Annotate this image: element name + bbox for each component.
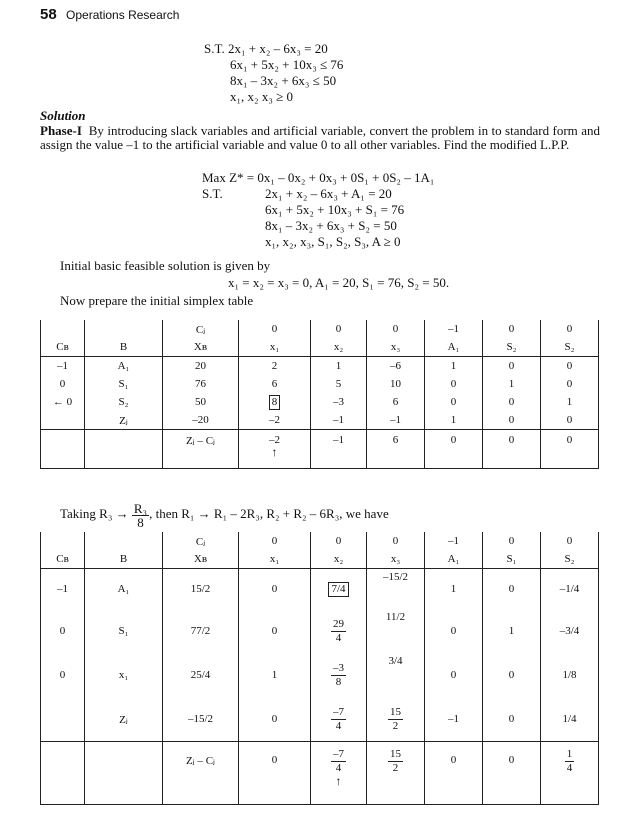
cell: [311, 742, 367, 805]
book-title: Operations Research: [66, 8, 180, 22]
cell: –1/4: [541, 569, 599, 610]
pivot-element: 7/4: [328, 582, 348, 597]
modified-st-label: S.T.: [202, 186, 223, 201]
cell: Cⱼ: [163, 532, 239, 550]
cell: 25/4: [163, 653, 239, 697]
cell: Xʙ: [163, 338, 239, 357]
cell: 0: [239, 532, 311, 550]
cell: 0: [483, 532, 541, 550]
cell: S₂: [541, 550, 599, 569]
cell: 1: [239, 653, 311, 697]
cell: Cʙ: [41, 338, 85, 357]
cell: [41, 411, 85, 430]
problem-constraint-1: S.T. 2x₁ + x₂ – 6x₃ = 20: [204, 41, 328, 56]
page-number: 58: [40, 6, 57, 23]
cell: –1: [311, 430, 367, 469]
cell: x₁: [85, 653, 163, 697]
cell: –3/4: [541, 609, 599, 653]
cell: B: [85, 550, 163, 569]
cell: x₂: [311, 338, 367, 357]
prepare-text: Now prepare the initial simplex table: [60, 293, 254, 308]
cell: [41, 697, 85, 742]
cell: 1: [425, 411, 483, 430]
cell: –1: [425, 320, 483, 338]
cell: 0: [483, 320, 541, 338]
cell-value: –2: [269, 434, 280, 446]
cj-row: [41, 532, 599, 550]
cell: 0: [239, 320, 311, 338]
table-row: [41, 609, 599, 653]
zj-row: [41, 411, 599, 430]
cell: –1: [41, 569, 85, 610]
cell: 6: [367, 430, 425, 469]
fraction: $\frac{29}{4}$: [333, 617, 344, 644]
cell: 0: [483, 569, 541, 610]
cell: A₁: [425, 338, 483, 357]
ibfs-text: Initial basic feasible solution is given by: [60, 258, 271, 273]
cell: x₁: [239, 338, 311, 357]
cell: –1: [41, 357, 85, 376]
cell: 6: [239, 375, 311, 393]
cj-row: [41, 320, 599, 338]
header-row: [41, 550, 599, 569]
cell: 1: [541, 393, 599, 411]
cell: 1: [483, 375, 541, 393]
cell: 11/2: [367, 609, 425, 653]
cell: [311, 609, 367, 653]
cell: Cʙ: [41, 550, 85, 569]
cell: S₂: [85, 393, 163, 411]
cell: S₁: [483, 550, 541, 569]
cell: Zⱼ – Cⱼ: [163, 430, 239, 469]
cell: –1: [311, 411, 367, 430]
modified-constraint-2: 6x₁ + 5x₂ + 10x₃ + S₁ = 76: [265, 202, 405, 217]
solution-heading: Solution: [40, 108, 86, 123]
cell: 0: [541, 375, 599, 393]
cell: [311, 569, 367, 610]
cell: 0: [425, 375, 483, 393]
cell: 0: [483, 653, 541, 697]
cell: 0: [425, 609, 483, 653]
cell: x₃: [367, 338, 425, 357]
cell: Zⱼ: [85, 411, 163, 430]
cell: –1: [367, 411, 425, 430]
fraction: $\frac{-7}{4}$: [333, 748, 344, 774]
cell: 1/4: [541, 697, 599, 742]
cell: 1/8: [541, 653, 599, 697]
cell: 0: [483, 430, 541, 469]
cell: S₁: [85, 609, 163, 653]
taking-fraction: $\frac{\text{R₃}}{8}$: [133, 500, 148, 530]
cell: [239, 393, 311, 411]
cell: [311, 653, 367, 697]
cell: 0: [367, 532, 425, 550]
cell: 0: [541, 430, 599, 469]
phase-text: By introducing slack variables and artificial variable, convert the problem in to standard form and assign the value –1 to the artificial variable and value 0 to all other variables. Find the modified L.P.P.: [40, 123, 601, 152]
cell: 1: [483, 609, 541, 653]
cell: –1: [425, 532, 483, 550]
cell: 0: [541, 357, 599, 376]
entering-arrow-icon: ↑: [335, 774, 342, 788]
cell: 0: [483, 357, 541, 376]
cell: 0: [541, 532, 599, 550]
cell: 0: [483, 697, 541, 742]
cell: [85, 742, 163, 805]
problem-constraint-2: 6x₁ + 5x₂ + 10x₃ ≤ 76: [230, 57, 344, 72]
taking-line: [60, 499, 389, 529]
cell: [85, 430, 163, 469]
cell: [85, 532, 163, 550]
page-header: [40, 6, 179, 23]
pivot-element: 8: [269, 395, 281, 410]
cell: [239, 430, 311, 469]
cell: –20: [163, 411, 239, 430]
cell: 0: [483, 742, 541, 805]
cell: 0: [425, 430, 483, 469]
cell: 0: [425, 653, 483, 697]
modified-objective: Max Z* = 0x₁ – 0x₂ + 0x₃ + 0S₁ + 0S₂ – 1A₁: [202, 170, 435, 185]
cell: [541, 742, 599, 805]
cell: –15/2: [163, 697, 239, 742]
fraction: $\frac{15}{2}$: [390, 748, 401, 774]
cell: 15/2: [163, 569, 239, 610]
cell: [85, 320, 163, 338]
cell: 1: [425, 357, 483, 376]
cell: 0: [239, 697, 311, 742]
cell: B: [85, 338, 163, 357]
table-row: [41, 375, 599, 393]
modified-nonnegativity: x₁, x₂, x₃, S₁, S₂, S₃, A ≥ 0: [265, 234, 401, 249]
taking-prefix: Taking R₃ →: [60, 506, 129, 521]
cell: S₂: [483, 338, 541, 357]
problem-nonnegativity: x₁, x₂ x₃ ≥ 0: [230, 89, 293, 104]
cell: 0: [239, 569, 311, 610]
cell: [41, 742, 85, 805]
table-row: [41, 569, 599, 610]
cell: 0: [425, 393, 483, 411]
cell: [367, 742, 425, 805]
cell: S₁: [85, 375, 163, 393]
phase-label: Phase-I: [40, 123, 82, 138]
cell: 6: [367, 393, 425, 411]
cell: 50: [163, 393, 239, 411]
cell: x₁: [239, 550, 311, 569]
fraction: $\frac{-3}{8}$: [333, 661, 344, 688]
cell: 0: [483, 411, 541, 430]
cell: –3: [311, 393, 367, 411]
cell: [367, 697, 425, 742]
cell: 0: [541, 411, 599, 430]
fraction: $\frac{15}{2}$: [390, 705, 401, 732]
initial-simplex-table: [40, 320, 599, 469]
cell: x₂: [311, 550, 367, 569]
cell: Xʙ: [163, 550, 239, 569]
taking-suffix: , then R₁ → R₁ – 2R₃, R₂ + R₂ – 6R₃, we have: [149, 506, 389, 521]
cell: 0: [41, 375, 85, 393]
entering-arrow-icon: ↑: [271, 445, 278, 459]
cell: 20: [163, 357, 239, 376]
cell: 0: [41, 609, 85, 653]
cell: 0: [541, 320, 599, 338]
cell: 0: [483, 393, 541, 411]
cell: Zⱼ – Cⱼ: [163, 742, 239, 805]
cell: [41, 430, 85, 469]
cell: Cⱼ: [163, 320, 239, 338]
cell: 0: [239, 609, 311, 653]
cell: 5: [311, 375, 367, 393]
fraction: $\frac{1}{4}$: [566, 748, 573, 774]
cell: –6: [367, 357, 425, 376]
phase-paragraph: [40, 124, 600, 152]
cell: ← 0: [41, 393, 85, 411]
cell: A₁: [85, 569, 163, 610]
cell: [41, 532, 85, 550]
table-row: [41, 393, 599, 411]
modified-constraint-1: 2x₁ + x₂ – 6x₃ + A₁ = 20: [265, 186, 392, 201]
cell: 1: [311, 357, 367, 376]
cell: 76: [163, 375, 239, 393]
net-evaluation-row: [41, 742, 599, 805]
cell: x₃: [367, 550, 425, 569]
cell: 0: [425, 742, 483, 805]
cell: 0: [367, 320, 425, 338]
cell: A₁: [85, 357, 163, 376]
cell: Zⱼ: [85, 697, 163, 742]
cell: –1: [425, 697, 483, 742]
cell: 10: [367, 375, 425, 393]
second-simplex-table: [40, 532, 599, 805]
header-row: [41, 338, 599, 357]
cell: –15/2: [367, 569, 425, 610]
cell: 0: [239, 742, 311, 805]
cell: S₂: [541, 338, 599, 357]
cell: [311, 697, 367, 742]
table-row: [41, 653, 599, 697]
cell: 0: [311, 320, 367, 338]
cell: 0: [311, 532, 367, 550]
table-row: [41, 357, 599, 376]
cell: 77/2: [163, 609, 239, 653]
cell: 1: [425, 569, 483, 610]
cell: 2: [239, 357, 311, 376]
cell: A₁: [425, 550, 483, 569]
zj-row: [41, 697, 599, 742]
modified-constraint-3: 8x₁ – 3x₂ + 6x₃ + S₂ = 50: [265, 218, 397, 233]
cell: 3/4: [367, 653, 425, 697]
fraction: $\frac{-7}{4}$: [333, 705, 344, 732]
cell: 0: [41, 653, 85, 697]
ibfs-values: x₁ = x₂ = x₃ = 0, A₁ = 20, S₁ = 76, S₂ = 50.: [228, 275, 450, 290]
problem-constraint-3: 8x₁ – 3x₂ + 6x₃ ≤ 50: [230, 73, 337, 88]
cell: –2: [239, 411, 311, 430]
cell: [41, 320, 85, 338]
net-evaluation-row: [41, 430, 599, 469]
